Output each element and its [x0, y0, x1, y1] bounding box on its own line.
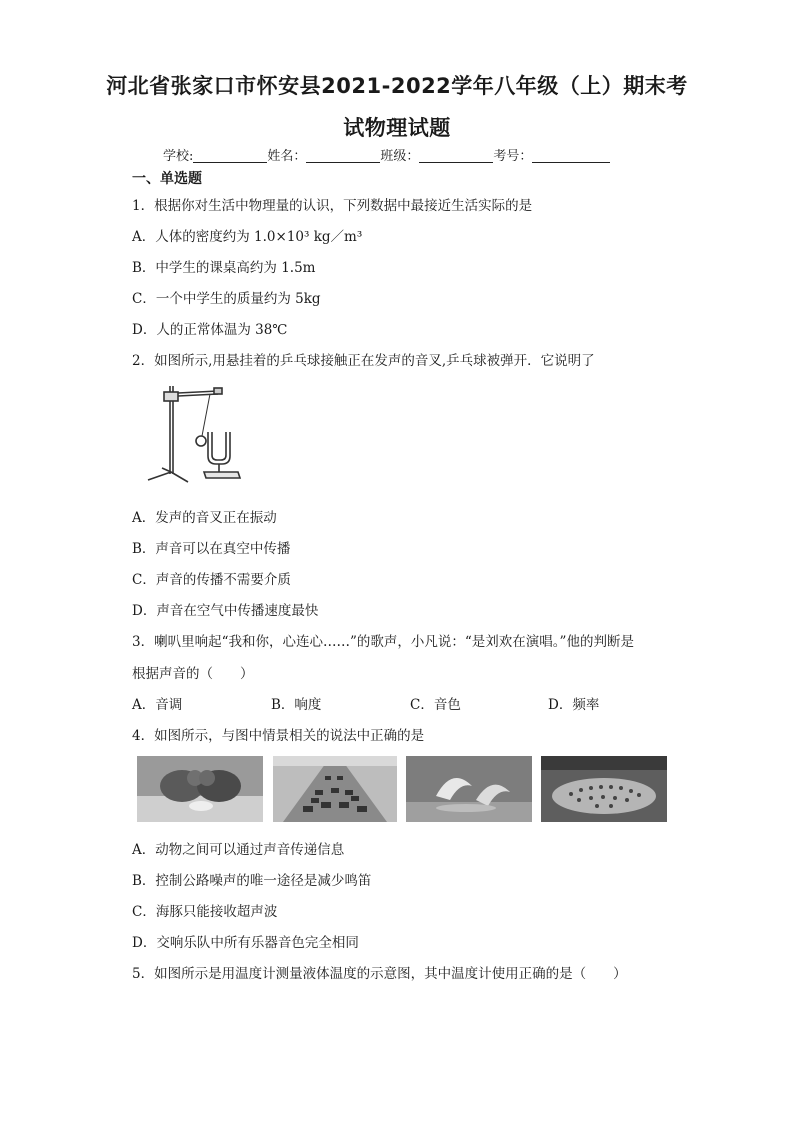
dolphins-photo — [406, 756, 532, 822]
school-blank — [193, 148, 267, 163]
question-1-option-d: D．人的正常体温为 38℃ — [132, 322, 288, 338]
question-2-option-a: A．发声的音叉正在振动 — [132, 510, 277, 526]
question-2-option-c: C．声音的传播不需要介质 — [132, 572, 291, 588]
name-blank — [306, 148, 380, 163]
question-3-option-a: A．音调 — [132, 697, 183, 713]
section-heading: 一、单选题 — [132, 171, 202, 187]
question-1-option-c: C．一个中学生的质量约为 5kg — [132, 291, 321, 307]
number-label: 考号： — [493, 149, 533, 164]
question-4-option-a: A．动物之间可以通过声音传递信息 — [132, 842, 345, 858]
school-label: 学校: — [163, 149, 194, 164]
question-2-stem: 2．如图所示,用悬挂着的乒乓球接触正在发声的音叉,乒乓球被弹开．它说明了 — [132, 353, 595, 369]
question-4-option-d: D．交响乐队中所有乐器音色完全相同 — [132, 935, 359, 951]
page-title-continued: 试物理试题 — [343, 116, 451, 140]
question-4-option-c: C．海豚只能接收超声波 — [132, 904, 278, 920]
question-5-stem: 5．如图所示是用温度计测量液体温度的示意图，其中温度计使用正确的是（ ） — [132, 966, 627, 982]
number-blank — [532, 148, 610, 163]
question-3-option-c: C．音色 — [410, 697, 461, 713]
orchestra-photo — [541, 756, 667, 822]
question-1-stem: 1．根据你对生活中物理量的认识，下列数据中最接近生活实际的是 — [132, 198, 533, 214]
page-title: 河北省张家口市怀安县2021-2022学年八年级（上）期末考 — [106, 74, 688, 98]
tuning-fork-figure — [140, 376, 250, 488]
question-3-stem: 3．喇叭里响起“我和你，心连心……”的歌声，小凡说：“是刘欢在演唱。”他的判断是 — [132, 634, 634, 650]
highway-traffic-photo — [273, 756, 397, 822]
student-info-line — [163, 145, 610, 164]
question-3-option-b: B．响度 — [271, 697, 322, 713]
question-3-stem-continued: 根据声音的（ ） — [132, 666, 254, 682]
question-3-option-d: D．频率 — [548, 697, 600, 713]
question-2-option-d: D．声音在空气中传播速度最快 — [132, 603, 319, 619]
dogs-photo — [137, 756, 263, 822]
name-label: 姓名： — [267, 149, 307, 164]
question-3-options — [132, 693, 599, 713]
class-label: 班级： — [380, 149, 420, 164]
question-2-option-b: B．声音可以在真空中传播 — [132, 541, 291, 557]
class-blank — [419, 148, 493, 163]
question-4-stem: 4．如图所示，与图中情景相关的说法中正确的是 — [132, 728, 425, 744]
question-1-option-a: A．人体的密度约为 1.0×10³ kg／m³ — [132, 229, 363, 245]
question-4-option-b: B．控制公路噪声的唯一途径是减少鸣笛 — [132, 873, 372, 889]
question-1-option-b: B．中学生的课桌高约为 1.5m — [132, 260, 316, 276]
